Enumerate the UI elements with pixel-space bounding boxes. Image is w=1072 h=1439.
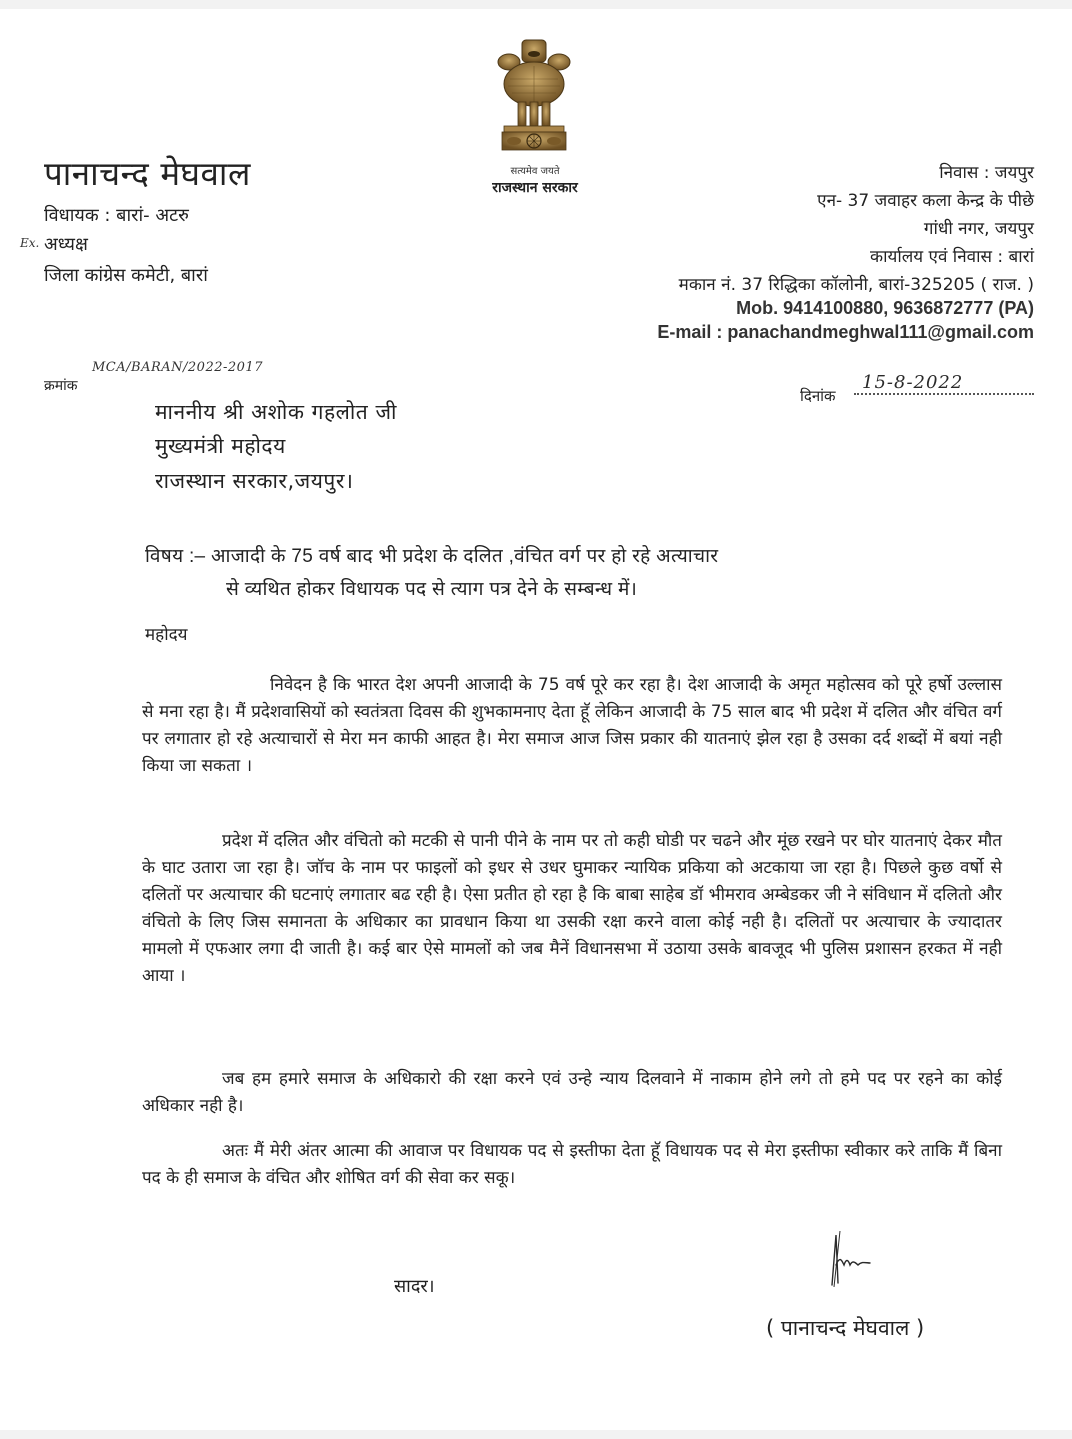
body-paragraph — [142, 1066, 1002, 1120]
email-address: E-mail : panachandmeghwal111@gmail.com — [657, 322, 1034, 342]
letterhead-former-post: अध्यक्ष — [44, 234, 88, 255]
addressee-line: मुख्यमंत्री महोदय — [155, 434, 286, 458]
paragraph-text: अतः मैं मेरी अंतर आत्मा की आवाज पर विधायक पद से इस्तीफा देता हूॅ विधायक पद से मेरा इस्तीफा स्वीकार करे ताकि मैं बिना पद के ही समाज के वंचित और शोषित वर्ग की सेवा कर सकू। — [142, 1141, 1002, 1188]
addressee-line: राजस्थान सरकार,जयपुर। — [155, 469, 354, 493]
body-paragraph — [142, 672, 1002, 780]
closing: सादर। — [394, 1276, 435, 1297]
paragraph-text: जब हम हमारे समाज के अधिकारो की रक्षा करने एवं उन्हे न्याय दिलवाने में नाकाम होने लगे तो हमे पद पर रहने का कोई अधिकार नही है। — [142, 1069, 1002, 1116]
salutation: महोदय — [145, 625, 188, 645]
state-emblem-icon — [496, 34, 572, 154]
reference-label: क्रमांक — [44, 378, 78, 394]
address-line: निवास : जयपुर — [939, 163, 1034, 183]
mobile-numbers: Mob. 9414100880, 9636872777 (PA) — [736, 298, 1034, 318]
emblem-motto: सत्यमेव जयते — [510, 166, 560, 177]
body-paragraph — [142, 1138, 1002, 1192]
body-paragraph — [142, 828, 1002, 990]
address-line: गांधी नगर, जयपुर — [923, 219, 1034, 239]
letterhead-ex-prefix: Ex. — [20, 236, 40, 250]
date-handwritten: 15-8-2022 — [862, 372, 964, 393]
date-label: दिनांक — [800, 387, 836, 405]
subject-line: विषय :– आजादी के 75 वर्ष बाद भी प्रदेश के दलित ,वंचित वर्ग पर हो रहे अत्याचार — [145, 546, 719, 567]
letterhead-name: पानाचन्द मेघवाल — [44, 154, 251, 193]
address-line: एन- 37 जवाहर कला केन्द्र के पीछे — [817, 191, 1034, 211]
address-line: कार्यालय एवं निवास : बारां — [870, 247, 1034, 267]
emblem-government: राजस्थान सरकार — [492, 180, 578, 196]
bottom-margin-band — [0, 1430, 1072, 1439]
subject-line: से व्यथित होकर विधायक पद से त्याग पत्र देने के सम्बन्ध में। — [226, 579, 638, 600]
top-margin-band — [0, 0, 1072, 9]
date-dotted-line — [854, 393, 1034, 395]
signatory-name: ( पानाचन्द मेघवाल ) — [766, 1316, 925, 1340]
address-line: मकान नं. 37 रिद्धिका कॉलोनी, बारां-325205 ( राज. ) — [678, 275, 1034, 295]
letterhead-designation: विधायक : बारां- अटरु — [44, 205, 189, 226]
reference-number-handwritten: MCA/BARAN/2022-2017 — [92, 360, 263, 375]
paragraph-text: निवेदन है कि भारत देश अपनी आजादी के 75 वर्ष पूरे कर रहा है। देश आजादी के अमृत महोत्सव को पूरे हर्षो उल्लास से मना रहा है। मैं प्रदेशवासियों को स्वतंत्रता दिवस की शुभकामनाए देता हूॅ लेकिन आजादी के 75 साल बाद भी प्रदेश में दलित और वंचित वर्ग पर लगातार हो रहे अत्याचारों से मेरा मन काफी आहत है। मेरा समाज आज जिस प्रकार की यातनाएं झेल रहा है उसका दर्द शब्दों में बयां नही किया जा सकता । — [142, 675, 1002, 776]
paragraph-text: प्रदेश में दलित और वंचितो को मटकी से पानी पीने के नाम पर तो कही घोडी पर चढने और मूंछ रखने पर घोर यातनाएं देकर मौत के घाट उतारा जा रहा है। जॉच के नाम पर फाइलों को इधर से उधर घुमाकर न्यायिक प्रकिया को अटकाया जा रहा है। पिछले कुछ वर्षो से दलितों पर अत्याचार की घटनाएं लगातार बढ रही है। ऐसा प्रतीत हो रहा है कि बाबा साहेब डॉ भीमराव अम्बेडकर जी ने संविधान में दलितो और वंचितो के लिए जिस समानता के अधिकार का प्रावधान किया था उसकी रक्षा करने वाला कोई नही है। दलितों पर अत्याचार के ज्यादातर मामलो में एफआर लगा दी जाती है। कई बार ऐसे मामलों को जब मैनें विधानसभा में उठाया उसके बावजूद भी पुलिस प्रशासन हरकत में नही आया । — [142, 831, 1002, 986]
addressee-line: माननीय श्री अशोक गहलोत जी — [155, 400, 397, 424]
letterhead-committee: जिला कांग्रेस कमेटी, बारां — [44, 265, 208, 286]
handwritten-signature — [822, 1225, 882, 1295]
